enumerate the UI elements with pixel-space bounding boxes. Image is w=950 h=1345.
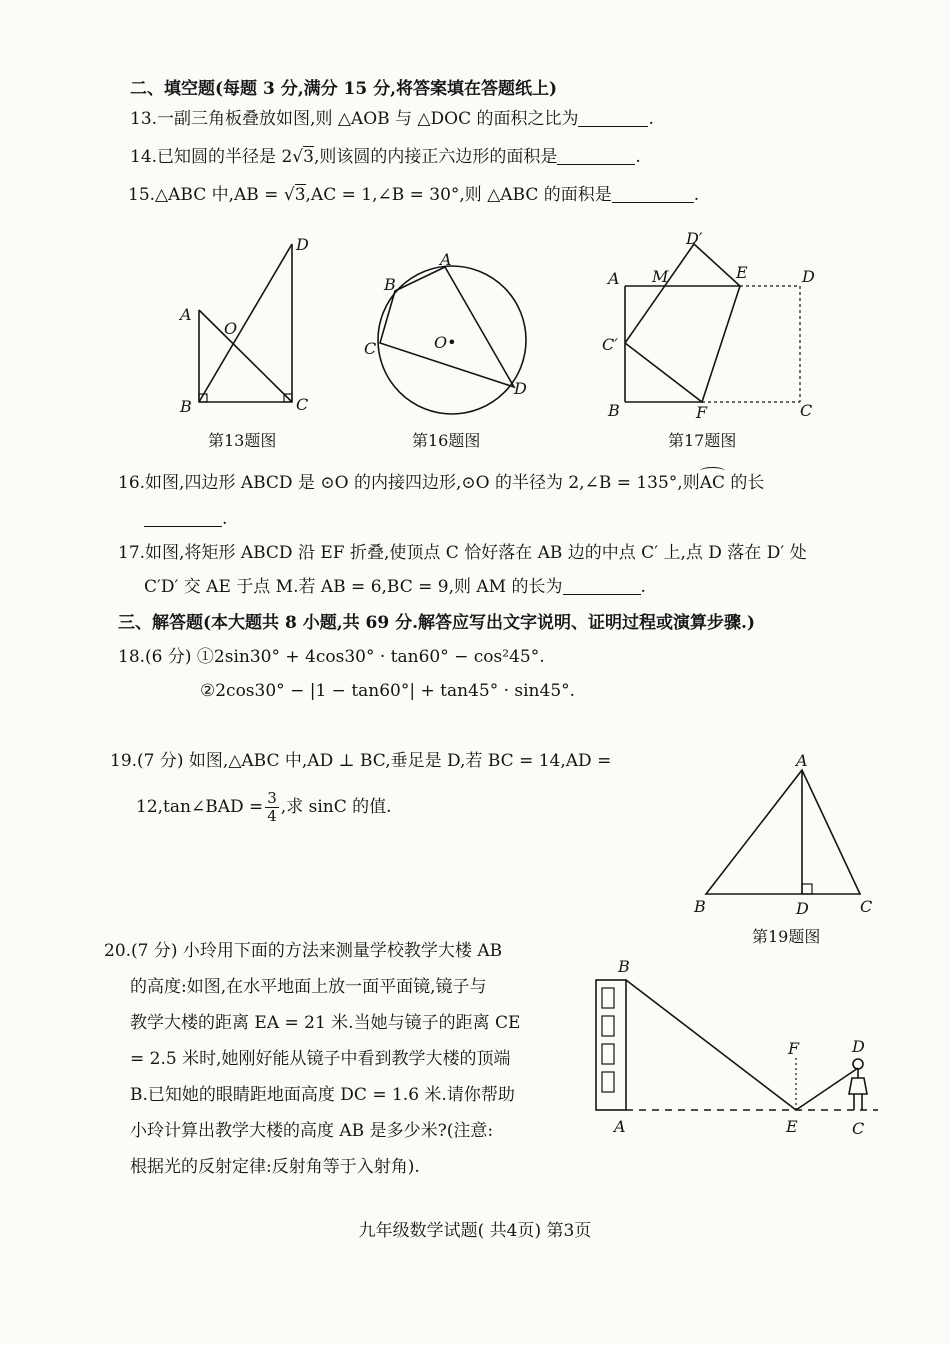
label-d: D xyxy=(852,1037,865,1056)
building-window xyxy=(602,1016,614,1036)
label-b: B xyxy=(384,275,396,294)
arc-ac: AC xyxy=(699,473,726,493)
question-18-part-2: ②2cos30° − |1 − tan60°| + tan45° · sin45°. xyxy=(200,681,576,701)
fraction-numerator: 3 xyxy=(267,789,277,807)
question-17-line-1: 17.如图,将矩形 ABCD 沿 EF 折叠,使顶点 C 恰好落在 AB 边的中点 C′ 上,点 D 落在 D′ 处 xyxy=(118,543,807,563)
question-16 xyxy=(118,472,764,494)
triangle-abc xyxy=(706,770,860,894)
fraction-denominator: 4 xyxy=(267,807,277,825)
building-window xyxy=(602,1044,614,1064)
question-20-line: 小玲计算出教学大楼的高度 AB 是多少米?(注意: xyxy=(130,1121,494,1141)
light-ray-be xyxy=(626,980,796,1110)
label-c: C xyxy=(296,395,309,414)
question-16-answer-line xyxy=(144,508,227,530)
question-16-text-b: 的长 xyxy=(725,473,765,493)
building-window xyxy=(602,1072,614,1092)
question-20-line: 20.(7 分) 小玲用下面的方法来测量学校教学大楼 AB xyxy=(104,941,503,961)
answer-blank-17[interactable] xyxy=(563,578,641,595)
label-c: C xyxy=(860,897,873,916)
label-m: M xyxy=(652,267,669,286)
question-19-text-a: 12,tan∠BAD = xyxy=(136,797,264,817)
question-20-line: B.已知她的眼睛距地面高度 DC = 1.6 米.请你帮助 xyxy=(130,1085,515,1105)
figure-13 xyxy=(170,230,320,415)
question-15-text-b: ,AC = 1,∠B = 30°,则 △ABC 的面积是 xyxy=(305,185,612,205)
section2-heading: 二、填空题(每题 3 分,满分 15 分,将答案填在答题纸上) xyxy=(130,79,558,99)
answer-blank-14[interactable] xyxy=(557,148,635,165)
question-16-text-a: 16.如图,四边形 ABCD 是 ⊙O 的内接四边形,⊙O 的半径为 2,∠B = 135°,则 xyxy=(118,473,700,493)
figure-17-caption: 第17题图 xyxy=(668,431,737,450)
building-window xyxy=(602,988,614,1008)
folded-part xyxy=(625,244,740,402)
question-20-line: 根据光的反射定律:反射角等于入射角). xyxy=(130,1157,420,1177)
label-a: A xyxy=(796,751,808,770)
person-dress xyxy=(849,1078,867,1094)
figure-19-caption: 第19题图 xyxy=(752,927,821,946)
label-a: A xyxy=(180,305,192,324)
question-19-line-1: 19.(7 分) 如图,△ABC 中,AD ⊥ BC,垂足是 D,若 BC = 14,AD = xyxy=(110,751,612,771)
period: . xyxy=(648,109,654,129)
label-b: B xyxy=(608,401,620,420)
radicand: 3 xyxy=(294,185,306,205)
label-d: D xyxy=(802,267,815,286)
question-19-text-b: ,求 sinC 的值. xyxy=(280,797,392,817)
question-20-line: 的高度:如图,在水平地面上放一面平面镜,镜子与 xyxy=(130,977,487,997)
question-18-part-1: 18.(6 分) ①2sin30° + 4cos30° · tan60° − cos²45°. xyxy=(118,647,545,667)
figure-16 xyxy=(360,250,540,415)
label-b: B xyxy=(180,397,192,416)
label-a: A xyxy=(440,250,452,269)
question-15-text-a: 15.△ABC 中,AB = xyxy=(128,185,284,205)
question-20-line: 教学大楼的距离 EA = 21 米.当她与镜子的距离 CE xyxy=(130,1013,521,1033)
label-c: C xyxy=(364,339,377,358)
label-c: C xyxy=(852,1119,865,1138)
label-o: O• xyxy=(434,333,457,352)
building xyxy=(596,980,626,1110)
sqrt-symbol: √ xyxy=(283,185,295,205)
question-14 xyxy=(130,146,641,168)
question-15 xyxy=(128,184,699,206)
label-d: D xyxy=(514,379,527,398)
question-14-text-a: 14.已知圆的半径是 2 xyxy=(130,147,293,167)
label-d: D xyxy=(796,899,809,918)
label-d-prime: D′ xyxy=(686,229,703,248)
figure-13-caption: 第13题图 xyxy=(208,431,277,450)
label-b: B xyxy=(694,897,706,916)
period: . xyxy=(635,147,641,167)
label-a: A xyxy=(608,269,620,288)
label-d: D xyxy=(296,235,309,254)
period: . xyxy=(222,509,228,529)
question-20-line: = 2.5 米时,她刚好能从镜子中看到教学大楼的顶端 xyxy=(130,1049,511,1069)
right-angle-mark-d xyxy=(802,884,812,894)
question-19-line-2 xyxy=(136,790,392,825)
label-c: C xyxy=(800,401,813,420)
question-13-text: 13.一副三角板叠放如图,则 △AOB 与 △DOC 的面积之比为 xyxy=(130,109,579,129)
section3-heading: 三、解答题(本大题共 8 小题,共 69 分.解答应写出文字说明、证明过程或演算步骤.) xyxy=(118,613,756,633)
label-a: A xyxy=(614,1117,626,1136)
fraction-three-quarters xyxy=(265,790,279,825)
figure-19 xyxy=(690,750,880,920)
answer-blank-15[interactable] xyxy=(612,186,694,203)
figure-16-caption: 第16题图 xyxy=(412,431,481,450)
sqrt-symbol: √ xyxy=(292,147,304,167)
answer-blank-13[interactable] xyxy=(578,110,648,127)
figure-20 xyxy=(588,950,888,1140)
radicand: 3 xyxy=(303,147,314,167)
question-17-line-2 xyxy=(144,576,646,598)
question-14-text-b: ,则该圆的内接正六边形的面积是 xyxy=(313,147,558,167)
person-head xyxy=(853,1059,863,1069)
label-e: E xyxy=(736,263,748,282)
period: . xyxy=(640,577,646,597)
period: . xyxy=(693,185,700,205)
light-ray-ed xyxy=(796,1068,858,1110)
question-13 xyxy=(130,108,654,130)
label-c-prime: C′ xyxy=(602,335,618,354)
question-17-text: C′D′ 交 AE 于点 M.若 AB = 6,BC = 9,则 AM 的长为 xyxy=(144,577,563,597)
label-b: B xyxy=(618,957,630,976)
page-footer: 九年级数学试题( 共4页) 第3页 xyxy=(358,1221,592,1241)
label-o: O xyxy=(224,319,238,338)
quadrilateral-abcd xyxy=(380,267,514,387)
figure-17 xyxy=(600,230,820,420)
answer-blank-16[interactable] xyxy=(144,510,222,527)
label-e: E xyxy=(786,1117,798,1136)
label-f: F xyxy=(696,403,708,422)
label-f: F xyxy=(788,1039,800,1058)
